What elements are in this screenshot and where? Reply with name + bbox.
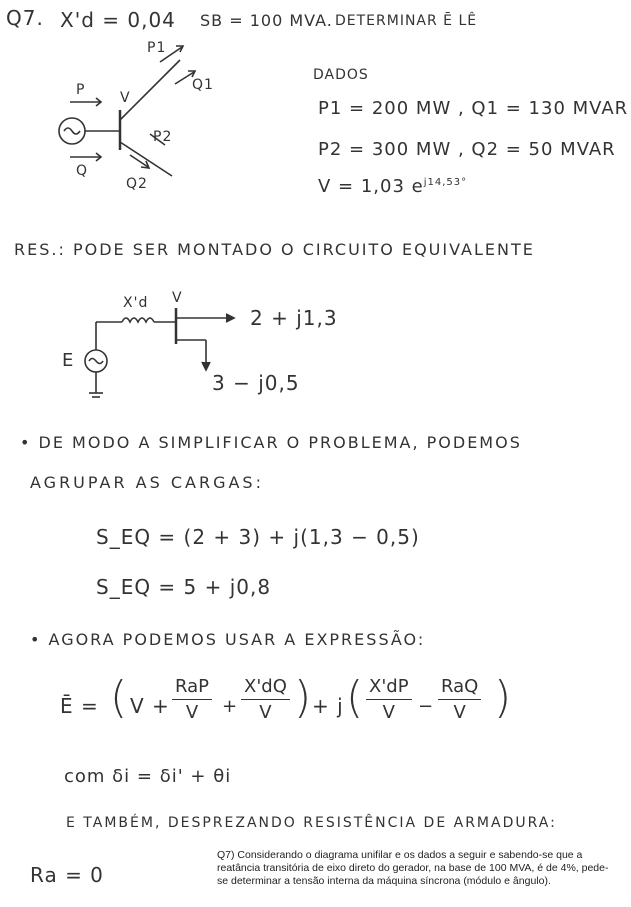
- paren-close-1: ): [294, 672, 312, 723]
- label-p2: P2: [153, 129, 173, 145]
- resolution-intro: RES.: PODE SER MONTADO O CIRCUITO EQUIVALENTE: [14, 240, 535, 259]
- fraction-rap-v-denominator: V: [185, 702, 199, 723]
- fraction-xdp-v-denominator: V: [382, 702, 395, 723]
- expression-intro: • AGORA PODEMOS USAR A EXPRESSÃO:: [30, 630, 426, 649]
- label-v-1: V: [120, 90, 131, 106]
- label-p1: P1: [147, 40, 167, 56]
- dados-line-2: P2 = 300 MW , Q2 = 50 MVAR: [318, 139, 616, 160]
- base-power: SB = 100 MVA.: [200, 11, 333, 30]
- label-p: P: [76, 82, 86, 98]
- fraction-rap-v-numerator: RaP: [172, 676, 212, 700]
- expression-v-term: V +: [130, 694, 170, 718]
- delta-relation: com δi = δi' + θi: [64, 766, 232, 787]
- dados-title: DADOS: [313, 67, 369, 83]
- label-q: Q: [76, 163, 89, 179]
- fraction-xdq-v-denominator: V: [259, 702, 272, 723]
- load-2-value: 3 − j0,5: [212, 371, 300, 395]
- question-id: Q7.: [6, 6, 44, 30]
- paren-close-2: ): [494, 672, 512, 723]
- label-v-2: V: [172, 290, 183, 306]
- label-q2: Q2: [126, 176, 148, 192]
- fraction-raq-v-numerator: RaQ: [438, 676, 481, 700]
- label-xd: X'd: [123, 295, 149, 311]
- fraction-xdp-v-numerator: X'dP: [366, 676, 412, 700]
- fraction-rap-v: [172, 676, 212, 723]
- task-statement: DETERMINAR Ē LÊ: [335, 13, 478, 29]
- fraction-xdp-v: [366, 676, 412, 723]
- expression-plus: +: [222, 696, 239, 717]
- voltage-exponent: j14,53°: [423, 177, 468, 188]
- ra-equals-zero: Ra = 0: [30, 863, 104, 887]
- fraction-raq-v-denominator: V: [453, 702, 466, 723]
- expression-j-term: + j: [312, 694, 344, 718]
- simplify-line-2: AGRUPAR AS CARGAS:: [30, 473, 264, 492]
- reactance-coil: [122, 318, 154, 322]
- expression-lhs: Ē =: [60, 694, 99, 718]
- dados-line-1: P1 = 200 MW , Q1 = 130 MVAR: [318, 98, 629, 119]
- equation-seq-2: S_EQ = 5 + j0,8: [96, 575, 272, 599]
- load-1-value: 2 + j1,3: [250, 306, 338, 330]
- label-q1: Q1: [192, 77, 214, 93]
- fraction-xdq-v: [241, 676, 290, 723]
- equation-seq-1: S_EQ = (2 + 3) + j(1,3 − 0,5): [96, 525, 420, 549]
- reactance-value: X'd = 0,04: [60, 8, 176, 32]
- fraction-raq-v: [438, 676, 481, 723]
- label-e: E: [62, 350, 75, 371]
- paren-open-2: (: [346, 672, 364, 723]
- problem-caption: Q7) Considerando o diagrama unifilar e os dados a seguir e sabendo-se que a reatância transitória de eixo direto do gerador, na base de 100 MVA, é de 4%, pede-se determinar a tensão interna da máquina síncrona (módulo e ângulo).: [217, 849, 609, 887]
- fraction-xdq-v-numerator: X'dQ: [241, 676, 290, 700]
- voltage-base: V = 1,03 e: [318, 176, 424, 197]
- simplify-line-1: • DE MODO A SIMPLIFICAR O PROBLEMA, PODEMOS: [20, 433, 522, 452]
- expression-minus: −: [418, 696, 435, 717]
- armature-note: E TAMBÉM, DESPREZANDO RESISTÊNCIA DE ARMADURA:: [66, 815, 557, 831]
- paren-open-1: (: [110, 672, 128, 723]
